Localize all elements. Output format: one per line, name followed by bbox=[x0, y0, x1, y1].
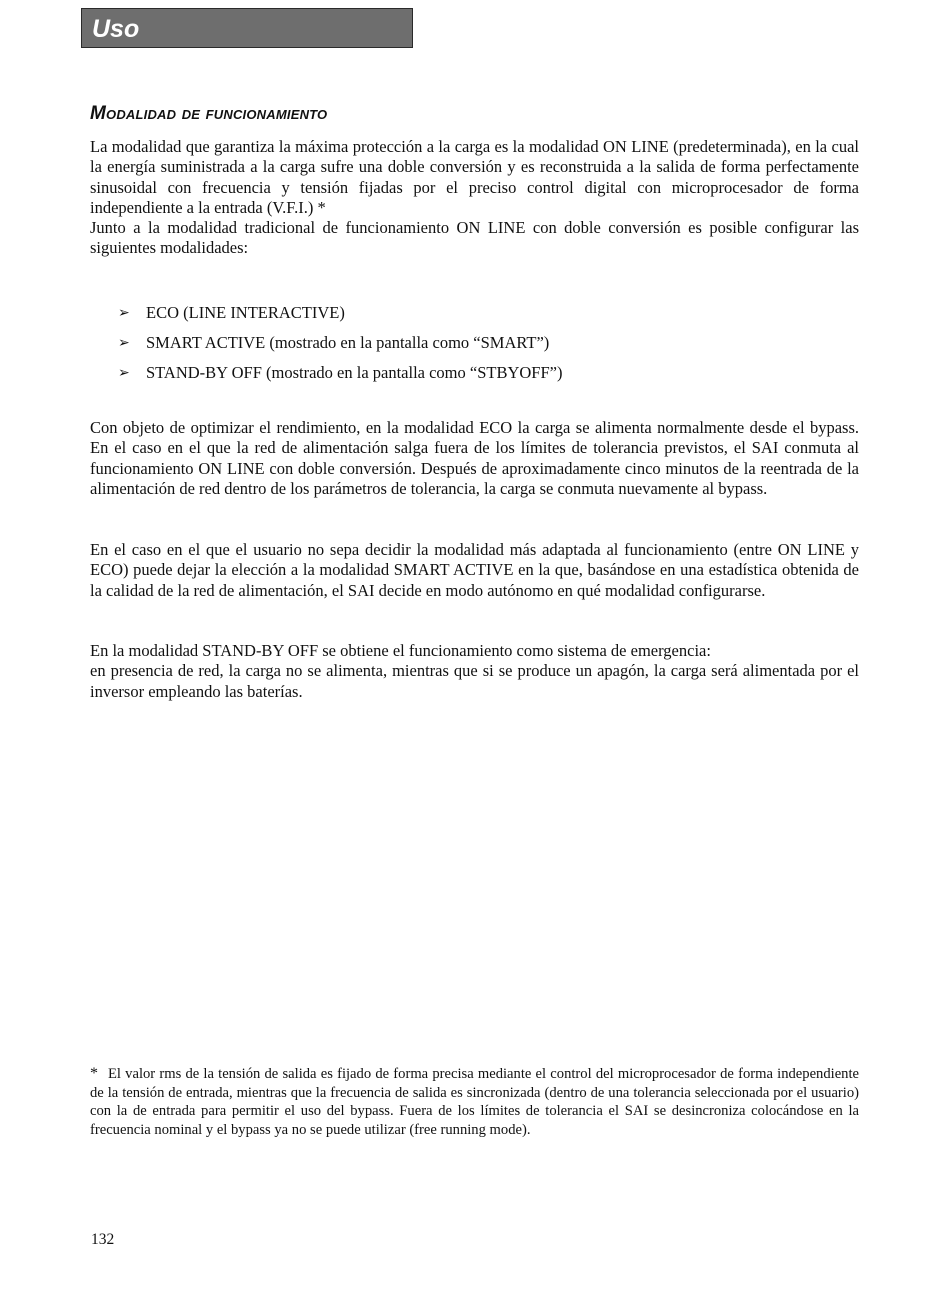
page-number: 132 bbox=[91, 1231, 115, 1248]
mode-list bbox=[118, 298, 562, 388]
intro-block bbox=[90, 137, 859, 259]
list-item-label: ECO (LINE INTERACTIVE) bbox=[146, 303, 345, 322]
standby-paragraph: en presencia de red, la carga no se alimenta, mientras que si se produce un apagón, la carga será alimentada por el inversor empleando las baterías. bbox=[90, 661, 859, 701]
chapter-header-bar bbox=[81, 8, 413, 48]
smart-paragraph-block bbox=[90, 540, 859, 601]
footnote-text-block bbox=[90, 1065, 859, 1139]
list-item bbox=[118, 328, 562, 358]
standby-paragraph-block bbox=[90, 641, 859, 702]
list-item bbox=[118, 298, 562, 328]
arrowhead-bullet-icon: ➢ bbox=[118, 335, 130, 351]
intro-paragraph: La modalidad que garantiza la máxima protección a la carga es la modalidad ON LINE (predeterminada), en la cual la energía suministrada a la carga sufre una doble conversión y es reconstruida a la salida de forma perfectamente sinusoidal con frecuencia y tensión fijadas por el preciso control digital con microprocesador de forma independiente a la entrada (V.F.I.) * bbox=[90, 137, 859, 217]
list-item-label: SMART ACTIVE (mostrado en la pantalla como “SMART”) bbox=[146, 333, 550, 352]
eco-paragraph-block bbox=[90, 418, 859, 499]
footnote-marker: * bbox=[90, 1065, 98, 1082]
footnote bbox=[90, 1065, 859, 1139]
standby-paragraph-intro: En la modalidad STAND-BY OFF se obtiene el funcionamiento como sistema de emergencia: bbox=[90, 641, 711, 660]
list-item bbox=[118, 358, 562, 388]
list-item-label: STAND-BY OFF (mostrado en la pantalla como “STBYOFF”) bbox=[146, 363, 563, 382]
smart-paragraph: En el caso en el que el usuario no sepa decidir la modalidad más adaptada al funcionamiento (entre ON LINE y ECO) puede dejar la elección a la modalidad SMART ACTIVE en la que, basándose en una estadística obtenida de la calidad de la red de alimentación, el SAI decide en modo autónomo en qué modalidad configurarse. bbox=[90, 540, 859, 600]
footnote-text: El valor rms de la tensión de salida es fijado de forma precisa mediante el control del microprocesador de forma independiente de la tensión de entrada, mientras que la frecuencia de salida es sincronizada (dentro de una tolerancia seleccionada por el usuario) con la de entrada para permitir el uso del bypass. Fuera de los límites de tolerancia el SAI se desincroniza colocándose en la frecuencia nominal y el bypass ya no se puede utilizar (free running mode). bbox=[90, 1066, 859, 1138]
eco-paragraph: Con objeto de optimizar el rendimiento, en la modalidad ECO la carga se alimenta normalmente desde el bypass. En el caso en el que la red de alimentación salga fuera de los límites de tolerancia previstos, el SAI conmuta al funcionamiento ON LINE con doble conversión. Después de aproximadamente cinco minutos de la reentrada de la alimentación de red dentro de los parámetros de tolerancia, la carga se conmuta nuevamente al bypass. bbox=[90, 418, 859, 498]
arrowhead-bullet-icon: ➢ bbox=[118, 365, 130, 381]
chapter-title: Uso bbox=[92, 15, 140, 43]
arrowhead-bullet-icon: ➢ bbox=[118, 305, 130, 321]
section-title: Modalidad de funcionamiento bbox=[90, 103, 328, 124]
intro-paragraph-continuation: Junto a la modalidad tradicional de funcionamiento ON LINE con doble conversión es posible configurar las siguientes modalidades: bbox=[90, 218, 859, 258]
